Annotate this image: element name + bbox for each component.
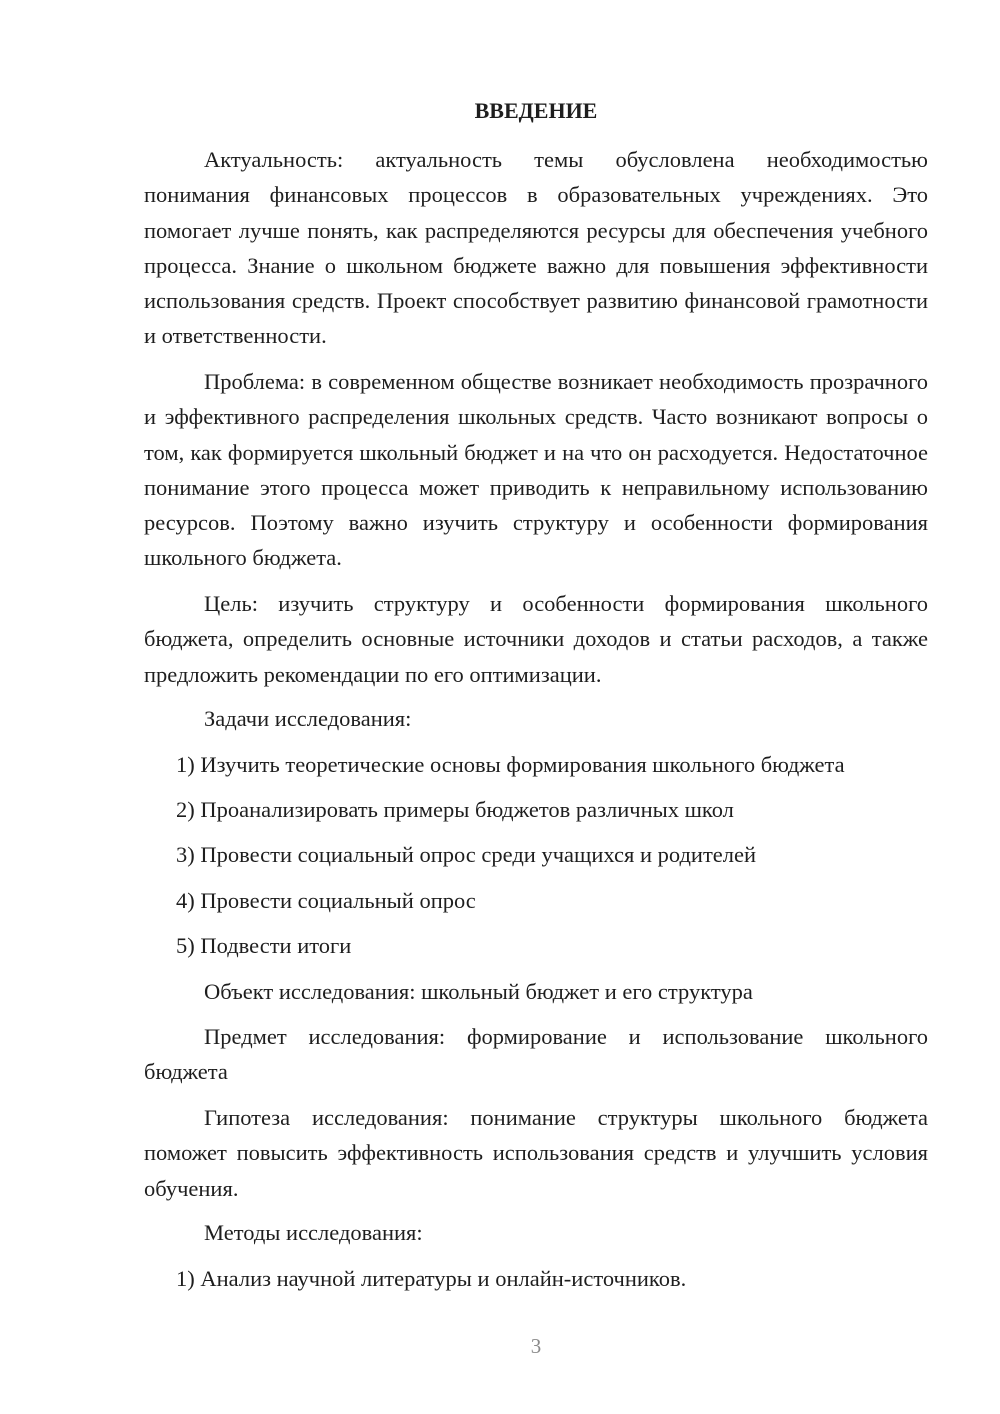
page-number: 3 [530, 1334, 542, 1358]
task-item: 1) Изучить теоретические основы формирования школьного бюджета [176, 752, 845, 777]
research-subject: Предмет исследования: формирование и использование школьного бюджета [144, 1024, 928, 1085]
paragraph-goal: Цель: изучить структуру и особенности формирования школьного бюджета, определить основные источники доходов и статьи расходов, а также предложить рекомендации по его оптимизации. [144, 591, 928, 687]
method-item: 1) Анализ научной литературы и онлайн-источников. [176, 1266, 687, 1291]
research-object: Объект исследования: школьный бюджет и его структура [204, 979, 753, 1004]
task-item: 3) Провести социальный опрос среди учащихся и родителей [176, 842, 757, 867]
methods-heading: Методы исследования: [204, 1220, 423, 1245]
paragraph-relevance: Актуальность: актуальность темы обусловлена необходимостью понимания финансовых процессов в образовательных учреждениях. Это помогает лучше понять, как распределяются ресурсы для обеспечения учебного процесса. Знание о школьном бюджете важно для повышения эффективности использования средств. Проект способствует развитию финансовой грамотности и ответственности. [144, 147, 928, 349]
task-item: 4) Провести социальный опрос [176, 888, 476, 913]
research-hypothesis: Гипотеза исследования: понимание структуры школьного бюджета поможет повысить эффективность использования средств и улучшить условия обучения. [144, 1105, 928, 1201]
task-item: 5) Подвести итоги [176, 933, 352, 958]
task-item: 2) Проанализировать примеры бюджетов различных школ [176, 797, 734, 822]
tasks-heading: Задачи исследования: [204, 706, 412, 731]
paragraph-problem: Проблема: в современном обществе возникает необходимость прозрачного и эффективного распределения школьных средств. Часто возникают вопросы о том, как формируется школьный бюджет и на что он расходуется. Недостаточное понимание этого процесса может приводить к неправильному использованию ресурсов. Поэтому важно изучить структуру и особенности формирования школьного бюджета. [144, 369, 928, 571]
page-title: ВВЕДЕНИЕ [474, 98, 598, 123]
